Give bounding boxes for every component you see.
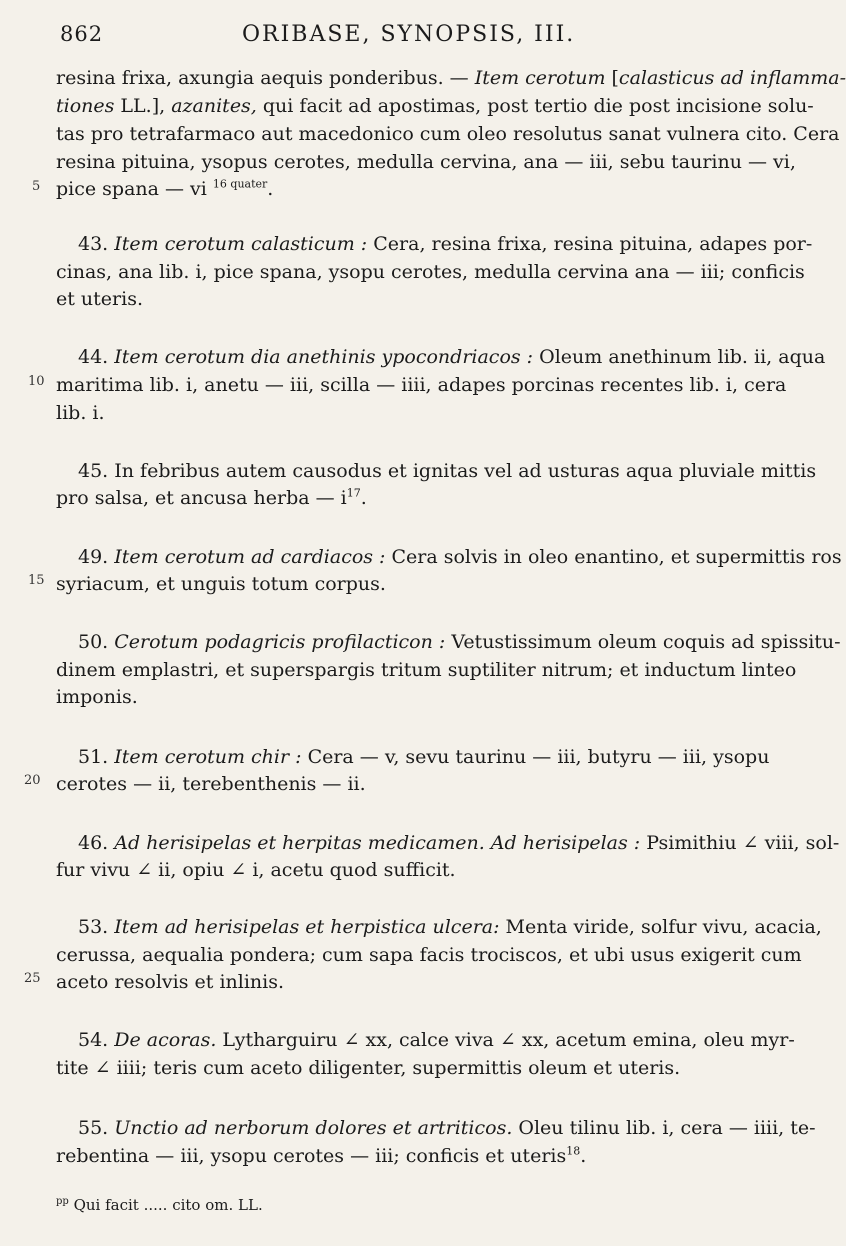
recipe-title: Cerotum podagricis profilacticon :	[114, 631, 446, 653]
text-span: Psimithiu ∠ viii, sol-	[640, 832, 840, 854]
paragraph-46-line	[56, 831, 840, 857]
italic-span: Item cerotum	[474, 67, 606, 89]
footnote-ref: 17	[346, 486, 361, 500]
line-number-25: 25	[24, 971, 41, 986]
paragraph-number: 49.	[78, 546, 109, 568]
text-line: tas pro tetrafarmaco aut macedonico cum oleo resolutus sanat vulnera cito. Cera	[56, 123, 840, 145]
text-line: aceto resolvis et inlinis.	[56, 971, 285, 993]
paragraph-number: 53.	[78, 916, 109, 938]
text-line: imponis.	[56, 686, 138, 708]
paragraph-number: 54.	[78, 1029, 109, 1051]
text-line	[56, 1144, 756, 1170]
paragraph-51-line	[56, 745, 770, 771]
text-line: resina pituina, ysopus cerotes, medulla cervina, ana — iii, sebu taurinu — vi,	[56, 151, 796, 173]
text-span: .	[580, 1145, 587, 1167]
text-line: tite ∠ iiii; teris cum aceto diligenter, supermittis oleum et uteris.	[56, 1057, 681, 1079]
text-span: Vetustissimum oleum coquis ad spissitu-	[445, 631, 841, 653]
text-span: [	[605, 67, 619, 89]
text-span: Menta viride, solfur vivu, acacia,	[499, 916, 822, 938]
text-span: rebentina — iii, ysopu cerotes — iii; conficis et uteris	[56, 1145, 567, 1167]
text-span: pro salsa, et ancusa herba — i	[56, 487, 347, 509]
paragraph-55-line	[56, 1116, 816, 1142]
paragraph-number: 51.	[78, 746, 109, 768]
text-span: .	[267, 178, 274, 200]
recipe-title: Item cerotum calasticum :	[114, 233, 368, 255]
recipe-title: Item cerotum ad cardiacos :	[114, 546, 386, 568]
text-span: Lytharguiru ∠ xx, calce viva ∠ xx, acetum emina, oleu myr-	[216, 1029, 795, 1051]
text-span: LL.],	[114, 95, 172, 117]
text-span: Cera solvis in oleo enantino, et supermittis ros	[385, 546, 842, 568]
recipe-title: Item cerotum chir :	[114, 746, 302, 768]
footnote-text: Qui facit ..... cito om. LL.	[68, 1196, 263, 1214]
text-line: maritima lib. i, anetu — iii, scilla — iiii, adapes porcinas recentes lib. i, cera	[56, 374, 787, 396]
line-number-10: 10	[28, 374, 45, 389]
italic-span: azanites,	[171, 95, 257, 117]
paragraph-number: 44.	[78, 346, 109, 368]
text-span: Cera, resina frixa, resina pituina, adapes por-	[367, 233, 813, 255]
paragraph-54-line	[56, 1028, 795, 1054]
text-line	[56, 94, 814, 120]
text-span: Oleu tilinu lib. i, cera — iiii, te-	[512, 1117, 816, 1139]
paragraph-number: 55.	[78, 1117, 109, 1139]
text-line	[56, 66, 846, 92]
text-span: .	[360, 487, 367, 509]
text-line	[56, 486, 756, 512]
recipe-title: De acoras.	[114, 1029, 217, 1051]
recipe-title: Unctio ad nerborum dolores et artriticos.	[114, 1117, 513, 1139]
footnote-marker: pp	[56, 1196, 69, 1207]
paragraph-number: 45.	[78, 460, 109, 482]
paragraph-44-line	[56, 345, 826, 371]
recipe-title: Item ad herisipelas et herpistica ulcera:	[114, 916, 500, 938]
text-line: dinem emplastri, et superspargis tritum suptiliter nitrum; et inductum linteo	[56, 659, 797, 681]
paragraph-50-line	[56, 630, 841, 656]
paragraph-number: 43.	[78, 233, 109, 255]
footnote-ref: 18	[566, 1144, 581, 1158]
text-line: fur vivu ∠ ii, opiu ∠ i, acetu quod sufficit.	[56, 859, 456, 881]
text-line: et uteris.	[56, 288, 143, 310]
recipe-title: Item cerotum dia anethinis ypocondriacos :	[114, 346, 534, 368]
text-span: Oleum anethinum lib. ii, aqua	[533, 346, 826, 368]
text-line: lib. i.	[56, 402, 105, 424]
text-span: Cera — v, sevu taurinu — iii, butyru — iii, ysopu	[301, 746, 770, 768]
text-span: resina frixa, axungia aequis ponderibus. —	[56, 67, 475, 89]
paragraph-53-line	[56, 915, 822, 941]
paragraph-number: 50.	[78, 631, 109, 653]
paragraph-49-line	[56, 545, 842, 571]
line-number-5: 5	[32, 179, 41, 194]
text-span: pice spana — vi	[56, 178, 207, 200]
text-line: cerussa, aequalia pondera; cum sapa facis trociscos, et ubi usus exigerit cum	[56, 944, 802, 966]
text-line: syriacum, et unguis totum corpus.	[56, 573, 386, 595]
page-number: 862	[60, 22, 104, 46]
line-number-15: 15	[28, 573, 45, 588]
footnote	[56, 1196, 263, 1214]
italic-span: tiones	[56, 95, 115, 117]
paragraph-number: 46.	[78, 832, 109, 854]
footnote-ref: 16 quater	[212, 177, 268, 191]
paragraph-45-line	[56, 459, 817, 485]
text-line: cinas, ana lib. i, pice spana, ysopu cerotes, medulla cervina ana — iii; conficis	[56, 261, 805, 283]
text-line: cerotes — ii, terebenthenis — ii.	[56, 773, 366, 795]
running-title: ORIBASE, SYNOPSIS, III.	[242, 22, 576, 47]
italic-span: calasticus ad inflamma-	[618, 67, 846, 89]
line-number-20: 20	[24, 773, 41, 788]
text-span: qui facit ad apostimas, post tertio die post incisione solu-	[256, 95, 814, 117]
recipe-title: Ad herisipelas et herpitas medicamen. Ad herisipelas :	[114, 832, 641, 854]
paragraph-43-line	[56, 232, 813, 258]
text-span: In febribus autem causodus et ignitas vel ad usturas aqua pluviale mittis	[108, 460, 817, 482]
page-header	[60, 18, 760, 58]
text-line	[56, 177, 756, 203]
